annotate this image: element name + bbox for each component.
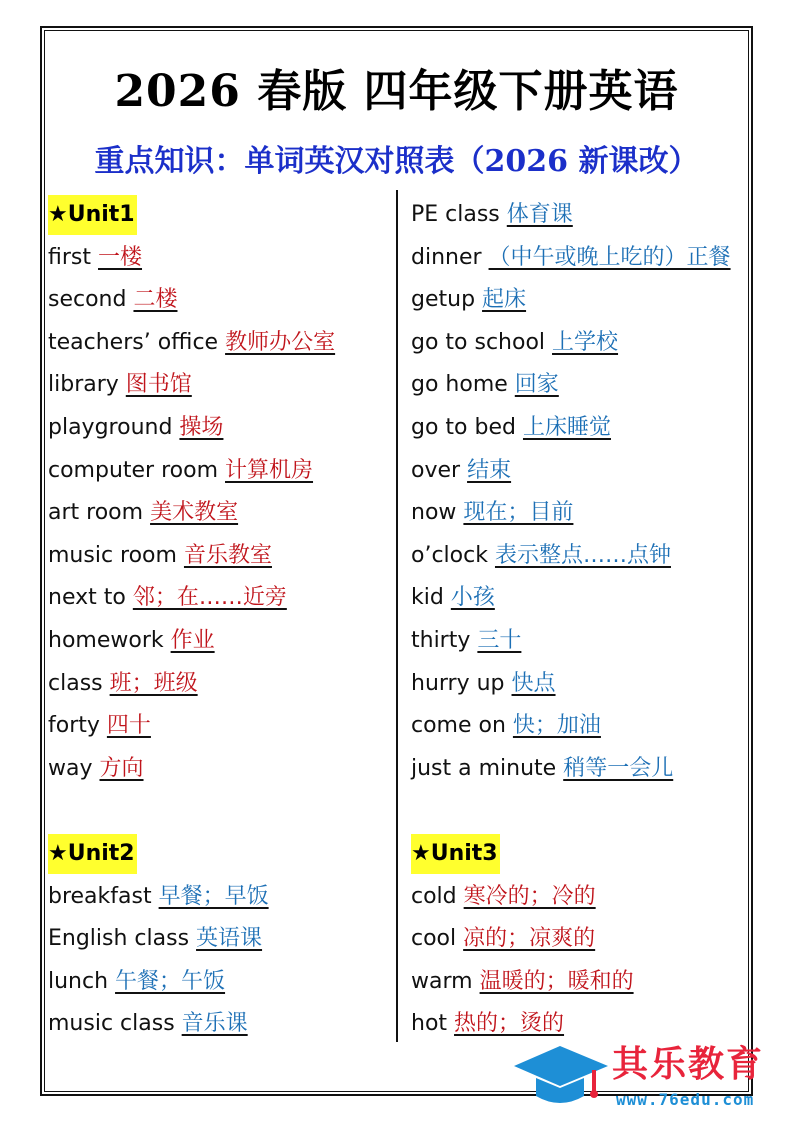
vocab-row: [411, 876, 749, 919]
page-subtitle: 重点知识：单词英汉对照表（2026 新课改）: [94, 144, 699, 179]
column-divider: [396, 190, 398, 1042]
unit2-heading: ★Unit2: [48, 834, 137, 874]
right-column: [411, 194, 749, 1046]
vocab-chinese: 四十: [106, 713, 151, 739]
vocab-english: lunch: [48, 968, 109, 994]
vocab-english: class: [48, 670, 103, 696]
vocab-chinese: 体育课: [506, 202, 573, 227]
logo-name: 其乐教育: [612, 1044, 765, 1085]
vocab-english: getup: [411, 287, 476, 313]
vocab-row: [411, 407, 749, 450]
vocab-chinese: 上床睡觉: [522, 414, 611, 440]
vocab-row: [48, 918, 392, 961]
vocab-english: go to school: [411, 329, 546, 355]
vocab-chinese: 音乐教室: [183, 542, 272, 568]
vocab-chinese: 教师办公室: [225, 329, 336, 355]
vocab-chinese: 图书馆: [125, 372, 192, 398]
vocab-row: [411, 918, 749, 961]
vocab-english: go home: [411, 372, 508, 398]
vocab-english: dinner: [411, 244, 482, 270]
vocab-row: [48, 705, 392, 748]
vocab-chinese: 起床: [482, 287, 527, 313]
unit3-heading-row: [411, 833, 749, 876]
vocab-row: [48, 450, 392, 493]
vocab-english: art room: [48, 500, 144, 526]
vocab-english: music room: [48, 542, 177, 568]
vocab-chinese: （中午或晚上吃的）正餐: [488, 244, 731, 270]
unit2-heading-row: [48, 833, 392, 876]
vocab-english: o’clock: [411, 542, 488, 568]
vocab-chinese: 操场: [179, 414, 224, 440]
vocab-english: teachers’ office: [48, 329, 219, 355]
vocab-english: next to: [48, 585, 126, 611]
vocab-english: computer room: [48, 457, 219, 483]
vocab-row: [48, 577, 392, 620]
vocab-chinese: 早餐；早饭: [158, 883, 269, 909]
vocab-english: cold: [411, 883, 457, 909]
vocab-row: [48, 237, 392, 280]
vocab-chinese: 美术教室: [150, 500, 239, 526]
page-title: 2026 春版 四年级下册英语: [114, 66, 679, 117]
vocab-row: [411, 535, 749, 578]
vocab-row: [411, 620, 749, 663]
vocab-row: [411, 492, 749, 535]
vocab-row: [411, 748, 749, 791]
vocab-chinese: 午餐；午饭: [115, 968, 226, 994]
vocab-row: [48, 876, 392, 919]
vocab-chinese: 快；加油: [512, 713, 601, 739]
vocab-english: thirty: [411, 627, 471, 653]
vocab-row: [411, 322, 749, 365]
vocab-row: [411, 663, 749, 706]
vocab-row: [48, 620, 392, 663]
vocab-row: [48, 748, 392, 791]
vocab-english: PE class: [411, 202, 500, 227]
vocab-chinese: 上学校: [552, 329, 619, 355]
vocab-english: cool: [411, 926, 457, 952]
vocab-chinese: 温暖的；暖和的: [479, 968, 634, 994]
vocab-english: English class: [48, 926, 190, 952]
vocab-english: hurry up: [411, 670, 505, 696]
vocab-chinese: 音乐课: [181, 1011, 248, 1037]
vocab-english: breakfast: [48, 883, 152, 909]
vocab-english: kid: [411, 585, 444, 611]
vocab-row: [411, 194, 749, 237]
vocab-chinese: 寒冷的；冷的: [463, 883, 596, 909]
logo-url: www.76edu.com: [616, 1090, 755, 1109]
spacer: [48, 790, 392, 833]
vocab-row: [411, 705, 749, 748]
left-column: [48, 194, 392, 1046]
vocab-english: homework: [48, 627, 164, 653]
vocab-chinese: 热的；烫的: [454, 1011, 565, 1037]
vocab-chinese: 二楼: [133, 287, 178, 313]
vocab-english: music class: [48, 1011, 175, 1037]
vocab-row: [48, 492, 392, 535]
graduation-cap-icon: [514, 1046, 608, 1103]
vocab-english: come on: [411, 713, 506, 739]
vocab-chinese: 表示整点……点钟: [494, 542, 671, 568]
vocab-row: [411, 577, 749, 620]
unit1-heading-row: [48, 194, 392, 237]
vocab-chinese: 小孩: [450, 585, 495, 611]
unit1-heading: ★Unit1: [48, 195, 137, 235]
vocab-english: forty: [48, 713, 100, 739]
vocab-chinese: 邻；在……近旁: [132, 585, 287, 611]
vocab-chinese: 班；班级: [109, 670, 198, 696]
vocab-row: [411, 961, 749, 1004]
vocab-row: [48, 663, 392, 706]
vocab-chinese: 方向: [99, 755, 144, 781]
vocab-english: over: [411, 457, 461, 483]
vocab-english: warm: [411, 968, 473, 994]
vocab-row: [48, 407, 392, 450]
vocab-chinese: 作业: [170, 627, 215, 653]
vocab-chinese: 英语课: [196, 926, 263, 952]
vocab-chinese: 三十: [477, 627, 522, 653]
vocab-row: [411, 450, 749, 493]
vocab-row: [48, 1003, 392, 1046]
vocab-chinese: 结束: [467, 457, 512, 483]
vocab-english: playground: [48, 414, 173, 440]
vocab-chinese: 凉的；凉爽的: [463, 926, 596, 952]
vocab-row: [48, 535, 392, 578]
vocab-chinese: 回家: [514, 372, 559, 398]
vocab-row: [48, 279, 392, 322]
vocab-row: [411, 364, 749, 407]
vocab-english: way: [48, 755, 93, 781]
vocab-row: [48, 364, 392, 407]
vocab-row: [48, 961, 392, 1004]
vocab-english: now: [411, 500, 457, 526]
vocab-row: [411, 279, 749, 322]
unit3-heading: ★Unit3: [411, 834, 500, 874]
vocab-english: first: [48, 244, 91, 270]
vocab-english: library: [48, 372, 119, 398]
vocab-english: just a minute: [411, 755, 557, 781]
vocab-english: second: [48, 287, 127, 313]
vocab-chinese: 计算机房: [225, 457, 314, 483]
vocab-english: hot: [411, 1011, 448, 1037]
vocab-chinese: 快点: [511, 670, 556, 696]
vocab-chinese: 稍等一会儿: [563, 755, 674, 781]
vocab-chinese: 一楼: [98, 244, 143, 270]
vocab-english: go to bed: [411, 414, 516, 440]
vocab-row: [411, 237, 749, 280]
vocab-row: [48, 322, 392, 365]
spacer: [411, 790, 749, 833]
vocab-chinese: 现在；目前: [463, 500, 574, 526]
